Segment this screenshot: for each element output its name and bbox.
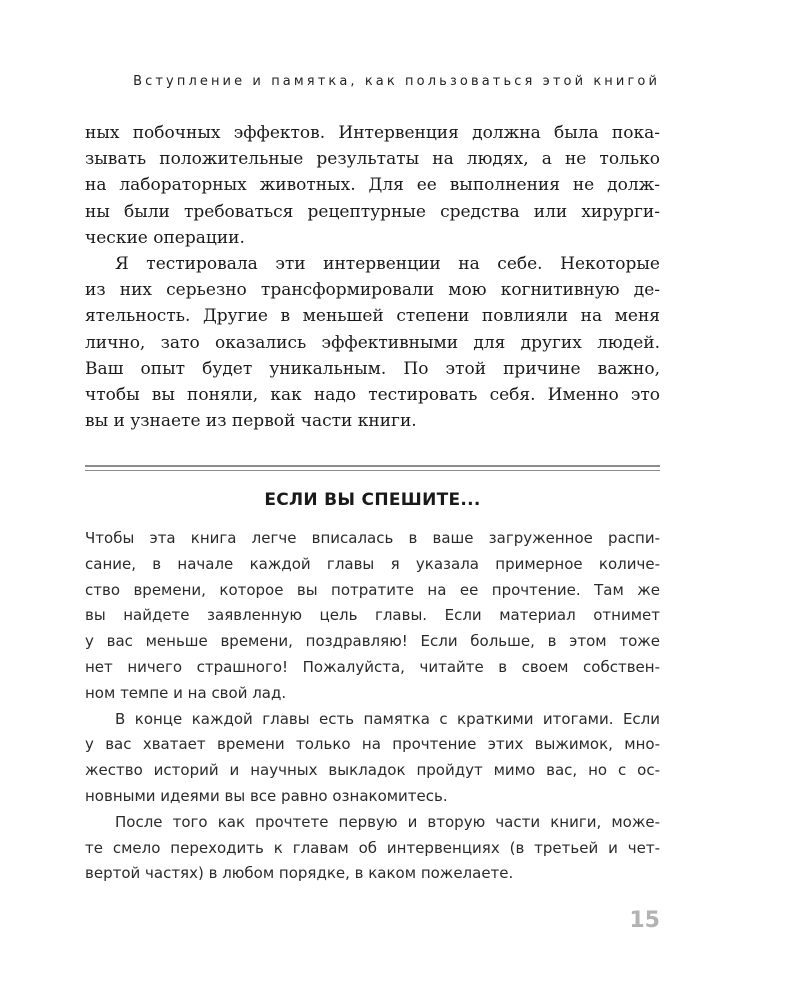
text-line: В конце каждой главы есть памятка с краткими итогами. Если bbox=[115, 709, 660, 728]
text-line: на лабораторных животных. Для ее выполнения не долж- bbox=[85, 175, 660, 196]
text-line: Чтобы эта книга легче вписалась в ваше загруженное распи- bbox=[85, 529, 660, 547]
text-line: ческие операции. bbox=[85, 227, 245, 248]
text-line: вертой частях) в любом порядке, в каком пожелаете. bbox=[85, 864, 514, 883]
text-line: жество историй и научных выкладок пройдут мимо вас, но с ос- bbox=[85, 761, 660, 780]
box-heading: ЕСЛИ ВЫ СПЕШИТЕ... bbox=[264, 490, 481, 510]
box-divider-bottom bbox=[85, 470, 660, 471]
box-paragraph-2 bbox=[85, 707, 660, 810]
text-line: новными идеями вы все равно ознакомитесь. bbox=[85, 786, 448, 805]
main-text bbox=[85, 120, 660, 434]
box-paragraph-1 bbox=[85, 526, 660, 707]
text-line: ны были требоваться рецептурные средства или хирурги- bbox=[85, 201, 660, 222]
running-head: Вступление и памятка, как пользоваться этой книгой bbox=[133, 74, 660, 89]
text-line: те смело переходить к главам об интервенциях (в третьей и чет- bbox=[85, 838, 660, 857]
box-paragraph-3 bbox=[85, 810, 660, 887]
text-line: ство времени, которое вы потратите на ее прочтение. Там же bbox=[85, 580, 660, 599]
text-line: у вас меньше времени, поздравляю! Если больше, в этом тоже bbox=[85, 632, 660, 651]
text-line: чтобы вы поняли, как надо тестировать себя. Именно это bbox=[85, 385, 660, 406]
text-line: Ваш опыт будет уникальным. По этой причине важно, bbox=[85, 358, 660, 379]
text-line: нет ничего страшного! Пожалуйста, читайте в своем собствен- bbox=[85, 657, 660, 676]
text-line: сание, в начале каждой главы я указала примерное количе- bbox=[85, 554, 660, 573]
box-text bbox=[85, 526, 660, 887]
text-line: у вас хватает времени только на прочтение этих выжимок, мно- bbox=[85, 735, 660, 754]
text-line: ных побочных эффектов. Интервенция должна была пока- bbox=[85, 123, 660, 143]
text-line: вы и узнаете из первой части книги. bbox=[85, 411, 417, 432]
main-paragraph-2 bbox=[85, 251, 660, 434]
text-line: ятельность. Другие в меньшей степени повлияли на меня bbox=[85, 306, 660, 327]
box-divider-top bbox=[85, 465, 660, 467]
text-line: Я тестировала эти интервенции на себе. Некоторые bbox=[115, 254, 660, 275]
page-number: 15 bbox=[629, 908, 660, 933]
main-paragraph-1 bbox=[85, 120, 660, 251]
text-line: После того как прочтете первую и вторую части книги, може- bbox=[115, 812, 660, 831]
text-line: ном темпе и на свой лад. bbox=[85, 683, 287, 702]
text-line: лично, зато оказались эффективными для других людей. bbox=[85, 332, 660, 353]
text-line: вы найдете заявленную цель главы. Если материал отнимет bbox=[85, 606, 660, 625]
text-line: из них серьезно трансформировали мою когнитивную де- bbox=[85, 280, 660, 301]
text-line: зывать положительные результаты на людях, а не только bbox=[85, 149, 660, 170]
